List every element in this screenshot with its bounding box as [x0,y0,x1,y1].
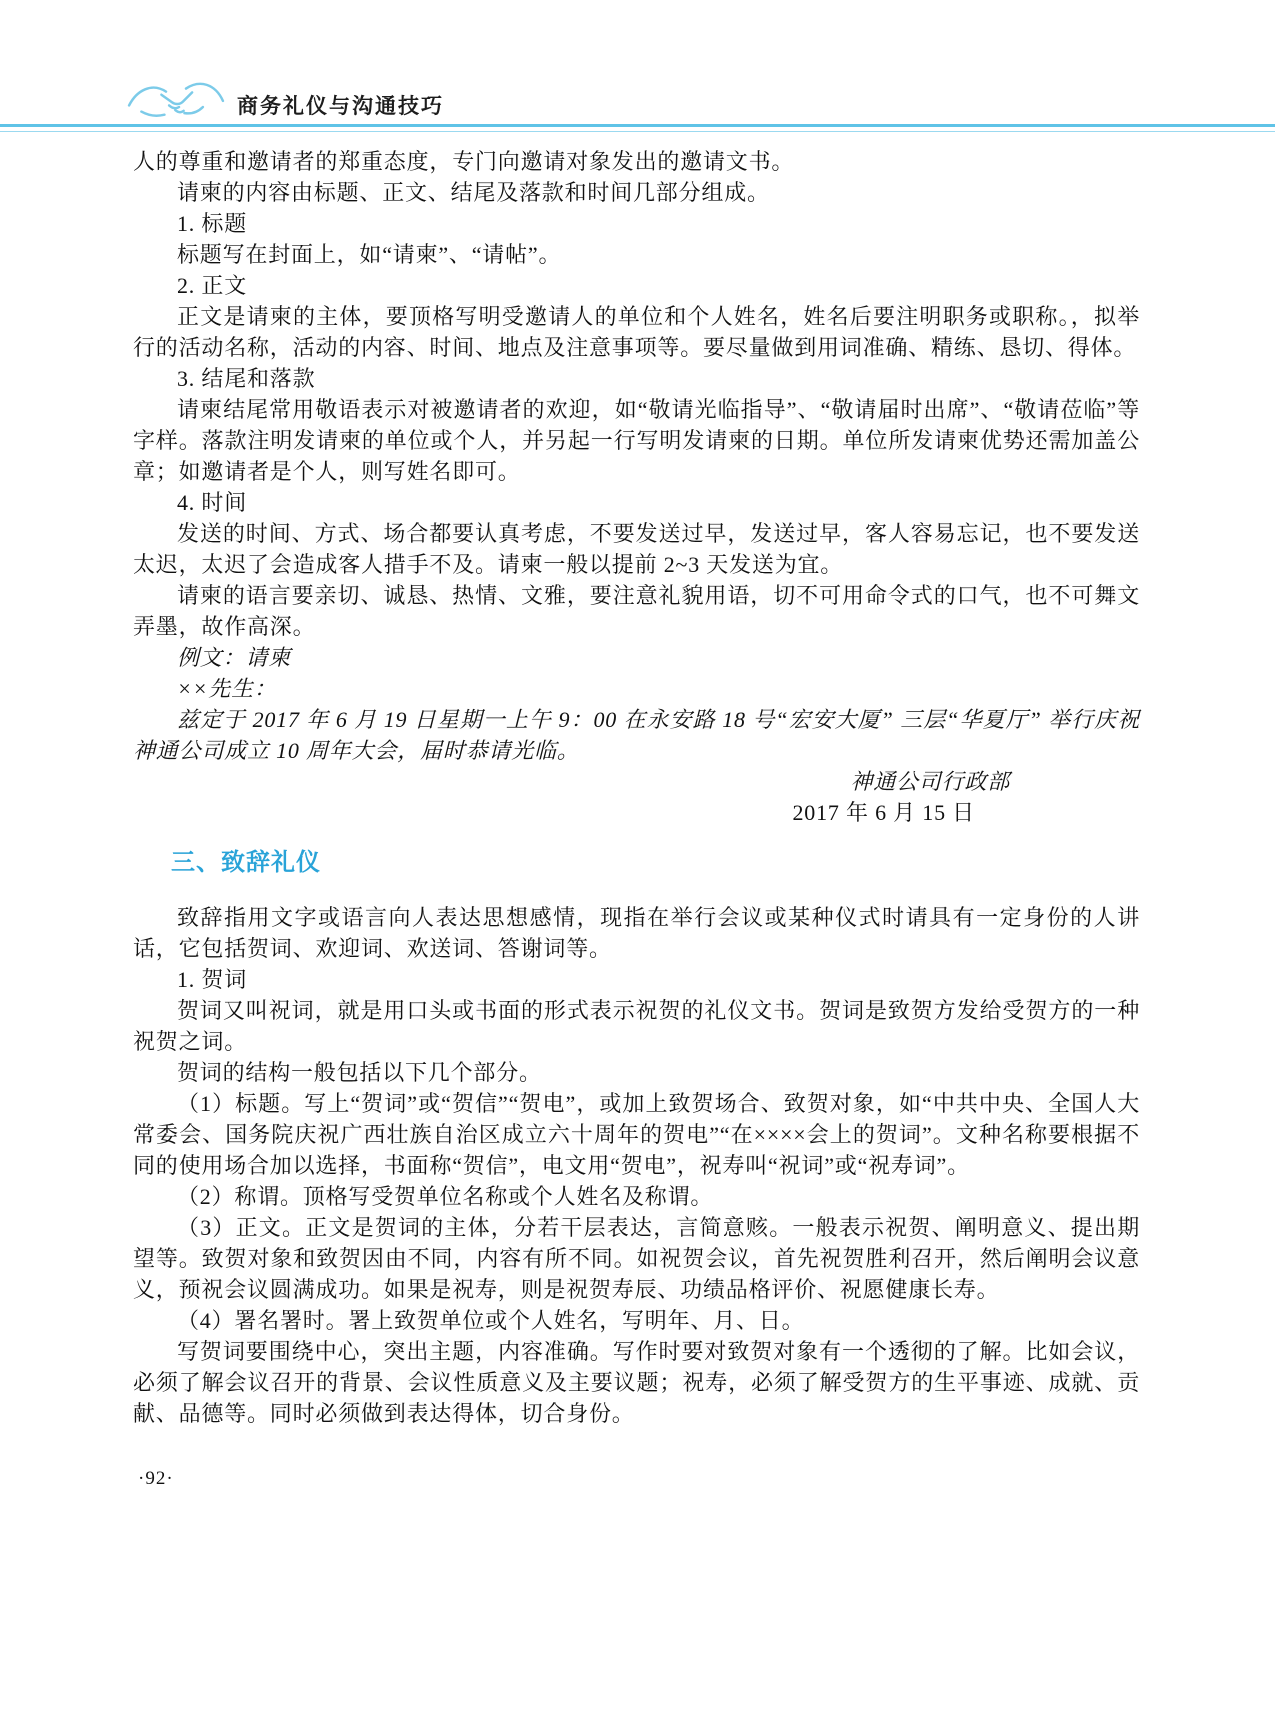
paragraph: 兹定于 2017 年 6 月 19 日星期一上午 9：00 在永安路 18 号“宏安大厦” 三层“华夏厅” 举行庆祝神通公司成立 10 周年大会，届时恭请光临。 [133,707,1140,763]
paragraph: 例文：请柬 [177,645,292,670]
paragraph: 致辞指用文字或语言向人表达思想感情，现指在举行会议或某种仪式时请具有一定身份的人讲话，它包括贺词、欢迎词、欢送词、答谢词等。 [133,905,1140,961]
book-title: 商务礼仪与沟通技巧 [237,95,444,118]
paragraph: 4. 时间 [177,490,248,515]
paragraph: 人的尊重和邀请者的郑重态度，专门向邀请对象发出的邀请文书。 [133,149,795,174]
paragraph: 3. 结尾和落款 [177,366,316,391]
paragraph: 1. 标题 [177,211,248,236]
page-number: ·92· [138,1468,174,1489]
paragraph: 2017 年 6 月 15 日 [792,800,975,825]
paragraph: ××先生： [177,676,277,701]
paragraph: 请柬结尾常用敬语表示对被邀请者的欢迎，如“敬请光临指导”、“敬请届时出席”、“敬请莅临”等字样。落款注明发请柬的单位或个人，并另起一行写明发请柬的日期。单位所发请柬优势还需加盖公章；如邀请者是个人，则写姓名即可。 [133,397,1140,484]
paragraph: 写贺词要围绕中心，突出主题，内容准确。写作时要对致贺对象有一个透彻的了解。比如会议，必须了解会议召开的背景、会议性质意义及主要议题；祝寿，必须了解受贺方的生平事迹、成就、贡献、品德等。同时必须做到表达得体，切合身份。 [133,1339,1140,1426]
paragraph: （4）署名署时。署上致贺单位或个人姓名，写明年、月、日。 [177,1308,805,1333]
header-divider-thick [0,124,1275,127]
paragraph: 贺词的结构一般包括以下几个部分。 [177,1060,542,1085]
paragraph: 发送的时间、方式、场合都要认真考虑，不要发送过早，发送过早，客人容易忘记，也不要发送太迟，太迟了会造成客人措手不及。请柬一般以提前 2~3 天发送为宜。 [133,521,1140,577]
paragraph: （2）称谓。顶格写受贺单位名称或个人姓名及称谓。 [177,1184,714,1209]
paragraph: 神通公司行政部 [850,769,1010,794]
paragraph: （3）正文。正文是贺词的主体，分若干层表达，言简意赅。一般表示祝贺、阐明意义、提出期望等。致贺对象和致贺因由不同，内容有所不同。如祝贺会议，首先祝贺胜利召开，然后阐明会议意义，预祝会议圆满成功。如果是祝寿，则是祝贺寿辰、功绩品格评价、祝愿健康长寿。 [133,1215,1140,1302]
page-body [133,146,1140,1429]
paragraph: 贺词又叫祝词，就是用口头或书面的形式表示祝贺的礼仪文书。贺词是致贺方发给受贺方的一种祝贺之词。 [133,998,1140,1054]
handshake-logo-icon [126,68,226,126]
paragraph: 正文是请柬的主体，要顶格写明受邀请人的单位和个人姓名，姓名后要注明职务或职称。，拟举行的活动名称，活动的内容、时间、地点及注意事项等。要尽量做到用词准确、精练、恳切、得体。 [133,304,1140,360]
paragraph: 标题写在封面上，如“请柬”、“请帖”。 [177,242,562,267]
section-heading: 三、致辞礼仪 [171,849,321,876]
paragraph: 2. 正文 [177,273,248,298]
header-divider-thin [0,131,1275,132]
paragraph: 请柬的语言要亲切、诚恳、热情、文雅，要注意礼貌用语，切不可用命令式的口气，也不可舞文弄墨，故作高深。 [133,583,1140,639]
paragraph: 1. 贺词 [177,967,248,992]
paragraph: 请柬的内容由标题、正文、结尾及落款和时间几部分组成。 [177,180,770,205]
paragraph: （1）标题。写上“贺词”或“贺信”“贺电”，或加上致贺场合、致贺对象，如“中共中央、全国人大常委会、国务院庆祝广西壮族自治区成立六十周年的贺电”“在××××会上的贺词”。文种名称要根据不同的使用场合加以选择，书面称“贺信”，电文用“贺电”，祝寿叫“祝词”或“祝寿词”。 [133,1091,1140,1178]
